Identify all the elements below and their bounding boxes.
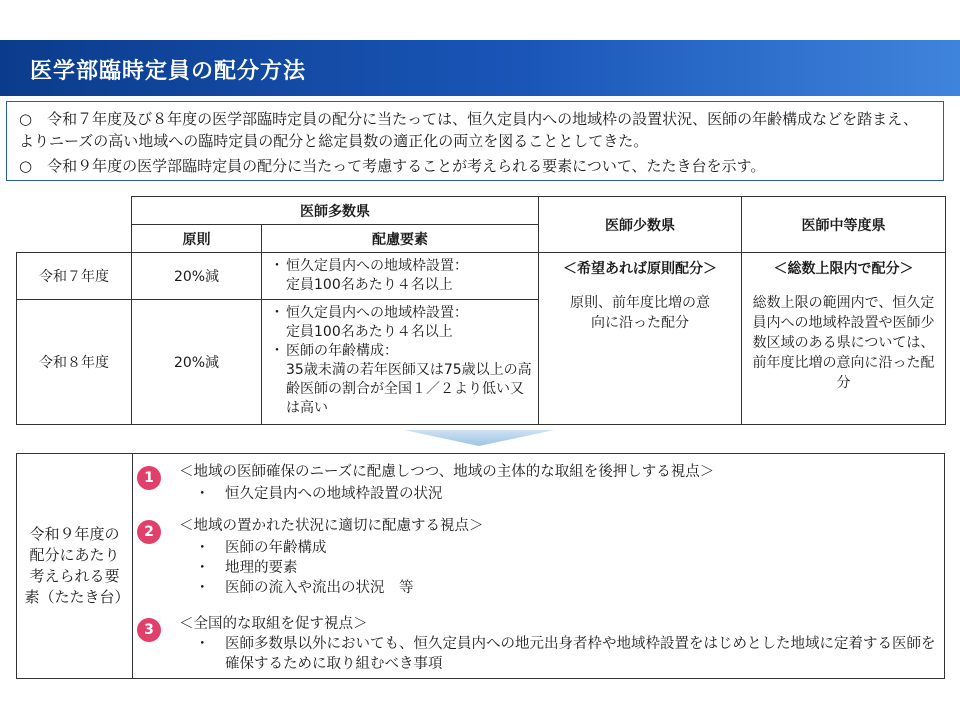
shortage-subheading: ＜希望あれば原則配分＞	[563, 261, 717, 277]
allocation-table	[16, 196, 946, 425]
row-consider-r7: ・ 恒久定員内への地域枠設置： 定員100名あたり４名以上	[262, 253, 539, 300]
bullet-icon: ・	[270, 343, 284, 359]
factors-box	[16, 453, 945, 679]
list-item: ・ 医師の年齢構成：	[270, 343, 398, 359]
down-arrow-icon	[404, 430, 554, 446]
bullet-icon: ・	[195, 540, 210, 556]
summary-box	[6, 101, 944, 181]
row-year-r7: 令和７年度	[17, 253, 132, 300]
consideration-header: 配慮要素	[262, 225, 539, 253]
list-item: ・ 恒久定員内への地域枠設置：	[270, 258, 468, 274]
factor-2-title: ＜地域の置かれた状況に適切に配慮する視点＞	[179, 518, 484, 534]
list-item: ・ 医師の年齢構成	[195, 540, 327, 556]
empty-corner-cell	[17, 197, 132, 253]
number-badge-2: 2	[137, 520, 161, 544]
principle-header: 原則	[132, 225, 262, 253]
list-item: ・ 地理的要素	[195, 560, 298, 576]
medium-subheading: ＜総数上限内で配分＞	[773, 261, 914, 277]
doctor-shortage-header: 医師少数県	[539, 197, 742, 253]
doctor-surplus-header: 医師多数県	[132, 197, 539, 225]
list-item: ・ 医師の流入や流出の状況 等	[195, 580, 414, 596]
circle-bullet-icon: ○	[19, 110, 33, 128]
number-badge-1: 1	[137, 466, 161, 490]
factor-1-title: ＜地域の医師確保のニーズに配慮しつつ、地域の主体的な取組を後押しする視点＞	[179, 464, 715, 480]
number-badge-3: 3	[137, 618, 161, 642]
row-year-r8: 令和８年度	[17, 300, 132, 425]
shortage-description: 原則、前年度比増の意向に沿った配分	[570, 295, 710, 331]
bullet-icon: ・	[195, 580, 210, 596]
summary-paragraph-1: ○ 令和７年度及び８年度の医学部臨時定員の配分に当たっては、恒久定員内への地域枠の設置状況、医師の年齢構成などを踏まえ、よりニーズの高い地域への臨時定員の配分と総定員数の適正化の両立を図ることとしてきた。	[19, 110, 919, 150]
list-item: ・ 医師多数県以外においても、恒久定員内への地元出身者枠や地域枠設置をはじめとした地域に定着する医師を確保するために取り組むべき事項	[195, 636, 936, 672]
row-principle-r7: 20%減	[132, 253, 262, 300]
bullet-icon: ・	[270, 258, 284, 274]
bullet-icon: ・	[270, 305, 284, 321]
doctor-medium-header: 医師中等度県	[742, 197, 946, 253]
list-item: ・ 恒久定員内への地域枠設置：	[270, 305, 468, 321]
factors-label: 令和９年度の配分にあたり考えられる要素（たたき台）	[17, 454, 133, 678]
bullet-icon: ・	[195, 560, 210, 576]
row-principle-r8: 20%減	[132, 300, 262, 425]
header-banner	[0, 40, 960, 96]
bullet-icon: ・	[195, 486, 210, 502]
circle-bullet-icon: ○	[19, 157, 33, 175]
doctor-shortage-cell	[539, 253, 742, 425]
factor-3-title: ＜全国的な取組を促す視点＞	[179, 616, 368, 632]
medium-description: 総数上限の範囲内で、恒久定員内への地域枠設置や医師少数区域のある県については、前年度比増の意向に沿った配分	[752, 295, 935, 391]
row-consider-r8: ・ 恒久定員内への地域枠設置： 定員100名あたり４名以上 ・ 医師の年齢構成： 35歳未満の若年医師又は75歳以上の高齢医師の割合が全国１／２より低い又は高い	[262, 300, 539, 425]
summary-paragraph-2: ○ 令和９年度の医学部臨時定員の配分に当たって考慮することが考えられる要素について、たたき台を示す。	[19, 157, 766, 175]
list-item: ・ 恒久定員内への地域枠設置の状況	[195, 486, 443, 502]
page-title: 医学部臨時定員の配分方法	[30, 59, 307, 84]
bullet-icon: ・	[195, 636, 210, 652]
doctor-medium-cell	[742, 253, 946, 425]
